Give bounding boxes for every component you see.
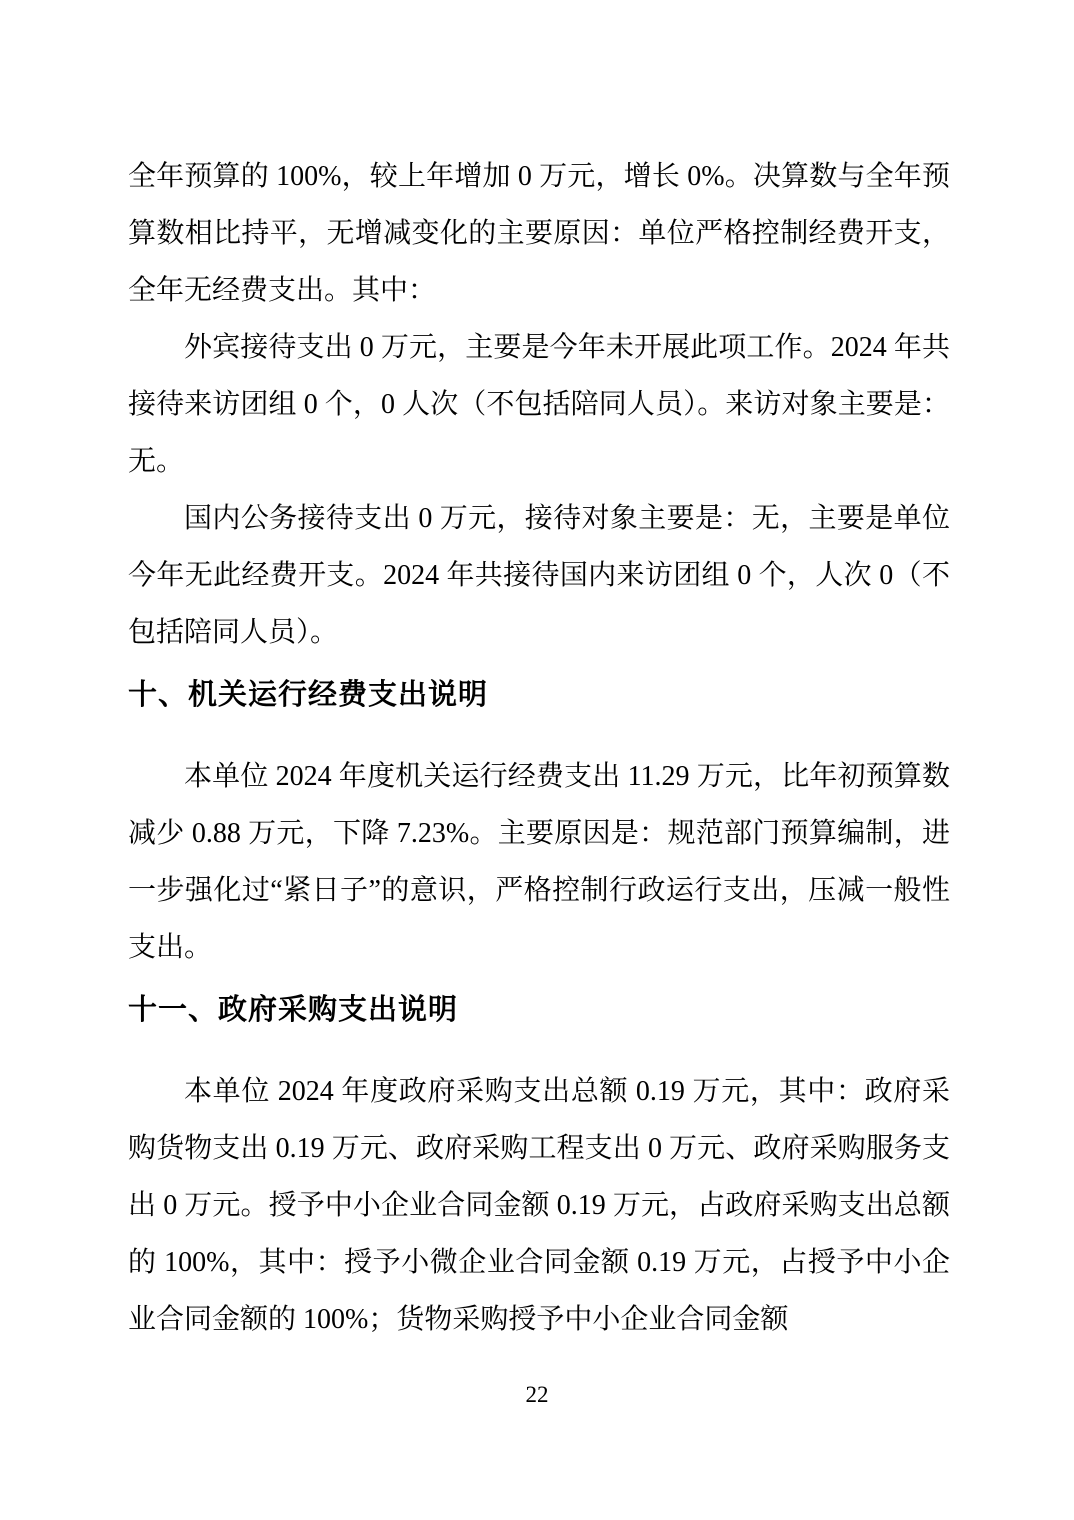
page-number: 22 [525,1382,549,1407]
paragraph-government-procurement: 本单位 2024 年度政府采购支出总额 0.19 万元，其中：政府采购货物支出 0.19 万元、政府采购工程支出 0 万元、政府采购服务支出 0 万元。授予中小企业合同金额 0.19 万元，占政府采购支出总额的 100%，其中：授予小微企业合同金额 0.19 万元，占授予中小企业合同金额的 100%；货物采购授予中小企业合同金额 [128,1076,950,1335]
paragraph-foreign-reception: 外宾接待支出 0 万元，主要是今年未开展此项工作。2024 年共接待来访团组 0 个，0 人次（不包括陪同人员）。来访对象主要是：无。 [128,332,950,477]
section-heading-government-procurement: 十一、政府采购支出说明 [128,994,459,1026]
paragraph-domestic-reception: 国内公务接待支出 0 万元，接待对象主要是：无，主要是单位今年无此经费开支。2024 年共接待国内来访团组 0 个，人次 0（不包括陪同人员）。 [128,503,950,648]
paragraph-budget-continuation: 全年预算的 100%，较上年增加 0 万元，增长 0%。决算数与全年预算数相比持平，无增减变化的主要原因：单位严格控制经费开支，全年无经费支出。其中： [128,161,950,306]
paragraph-operating-expenses: 本单位 2024 年度机关运行经费支出 11.29 万元，比年初预算数减少 0.88 万元，下降 7.23%。主要原因是：规范部门预算编制，进一步强化过“紧日子”的意识，严格控制行政运行支出，压减一般性支出。 [128,761,950,963]
section-heading-operating-expenses: 十、机关运行经费支出说明 [128,679,489,711]
